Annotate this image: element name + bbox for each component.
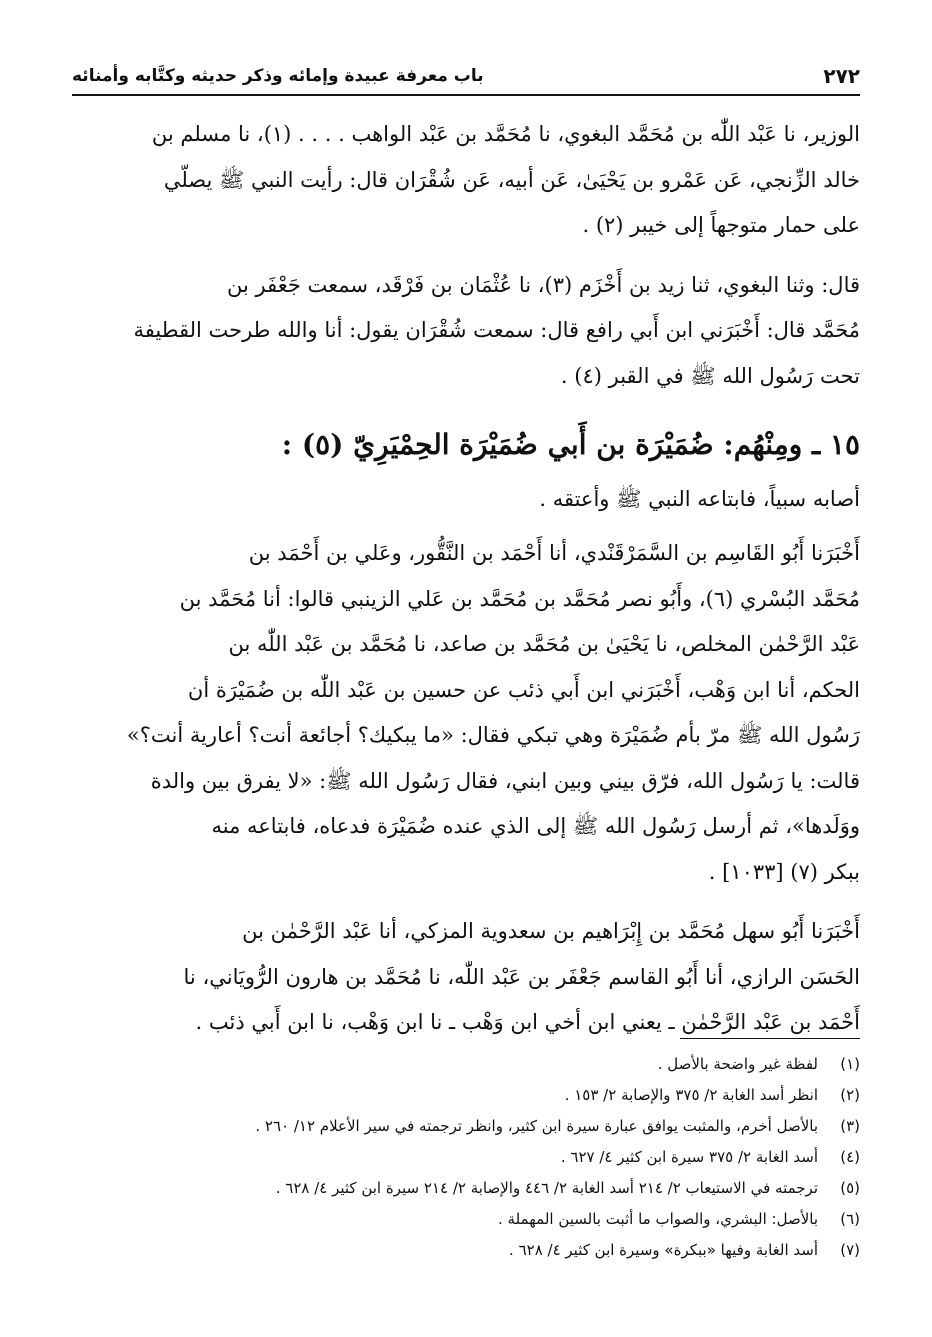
text-line: خالد الزِّنجي، عَن عَمْرو بن يَحْيَىٰ، عَن أبيه، عَن شُقْرَان قال: رأيت النبي ﷺ يصلّي [163, 167, 860, 192]
footnote-text: انظر أسد الغابة ٢/ ٣٧٥ والإصابة ٢/ ١٥٣ . [564, 1086, 818, 1104]
footnote [72, 1173, 860, 1204]
footnote-rule [680, 1038, 860, 1039]
paragraph-2 [72, 263, 860, 400]
footnote [72, 1235, 860, 1266]
section-heading: ١٥ ـ ومِنْهُم: ضُمَيْرَة بن أَبي ضُمَيْرَة الحِمْيَرِيّ (٥) : [281, 428, 860, 461]
footnote-number: (٦) [840, 1210, 860, 1228]
footnote-text: بالأصل أخرم، والمثبت يوافق عبارة سيرة ابن كثير، وانظر ترجمته في سير الأعلام ١٢/ ٢٦٠ . [255, 1117, 818, 1135]
text-line: أَخْبَرَنا أَبُو القَاسِم بن السَّمَرْقَنْدي، أنا أَحْمَد بن النَّقُّور، وعَلي بن أَحْمَد بن [248, 541, 860, 565]
footnote-text: بالأصل: البشري، والصواب ما أثبت بالسين المهملة . [498, 1210, 818, 1228]
footnote-text: أسد الغابة وفيها «ببكرة» وسيرة ابن كثير ٤/ ٦٢٨ . [509, 1241, 818, 1259]
page-header [72, 58, 860, 96]
text-line: الحكم، أنا ابن وَهْب، أَخْبَرَني ابن أَبي ذئب عن حسين بن عَبْد اللّٰه بن ضُمَيْرَة أن [187, 677, 860, 702]
text-line: الوزير، نا عَبْد اللّٰه بن مُحَمَّد البغوي، نا مُحَمَّد بن عَبْد الواهب . . . . (١)، نا مسلم بن [151, 122, 860, 146]
text-line: عَبْد الرَّحْمٰن المخلص، نا يَحْيَىٰ بن مُحَمَّد بن صاعد، نا مُحَمَّد بن عَبْد اللّٰه بن [228, 632, 860, 656]
paragraph-4 [72, 909, 860, 1046]
paragraph-1 [72, 112, 860, 249]
footnotes [72, 1038, 860, 1266]
text-line: تحت رَسُول الله ﷺ في القبر (٤) . [560, 363, 860, 388]
footnote-number: (٥) [840, 1179, 860, 1197]
section-note: أصابه سبياً، فابتاعه النبي ﷺ وأعتقه . [539, 487, 860, 511]
footnote-text: لفظة غير واضحة بالأصل . [657, 1055, 818, 1073]
text-line: مُحَمَّد قال: أَخْبَرَني ابن أَبي رافع قال: سمعت شُقْرَان يقول: أنا والله طرحت القطيفة [133, 318, 860, 342]
page-number: ٢٧٢ [823, 64, 860, 88]
text-line: قالت: يا رَسُول الله، فرّق بيني وبين ابني، فقال رَسُول الله ﷺ: «لا يفرق بين والدة [150, 768, 860, 793]
footnote [72, 1142, 860, 1173]
footnote [72, 1204, 860, 1235]
running-title: باب معرفة عبيدة وإمائه وذكر حديثه وكتَّابه وأمنائه [72, 66, 484, 86]
text-line: ببكر (٧) [١٠٣٣] . [708, 859, 860, 884]
text-line: على حمار متوجهاً إلى خيبر (٢) . [582, 213, 860, 237]
text-line: أَخْبَرَنا أَبُو سهل مُحَمَّد بن إِبْرَاهيم بن سعدوية المزكي، أنا عَبْد الرَّحْمٰن بن [242, 919, 860, 943]
footnote-number: (٧) [840, 1241, 860, 1259]
footnote-text: ترجمته في الاستيعاب ٢/ ٢١٤ أسد الغابة ٢/ ٤٤٦ والإصابة ٢/ ٢١٤ سيرة ابن كثير ٤/ ٦٢٨ . [275, 1179, 818, 1197]
footnote-number: (١) [840, 1055, 860, 1073]
main-text [72, 112, 860, 1060]
text-line: رَسُول الله ﷺ مرّ بأم ضُمَيْرَة وهي تبكي فقال: «ما يبكيك؟ أجائعة أنت؟ أعارية أنت؟» [126, 723, 860, 747]
footnote [72, 1111, 860, 1142]
text-line: أَحْمَد بن عَبْد الرَّحْمٰن ـ يعني ابن أخي ابن وَهْب ـ نا ابن وَهْب، نا ابن أَبي ذئب . [195, 1010, 860, 1034]
paragraph-3 [72, 531, 860, 895]
footnote-number: (٢) [840, 1086, 860, 1104]
footnote [72, 1049, 860, 1080]
text-line: مُحَمَّد البُسْري (٦)، وأَبُو نصر مُحَمَّد بن مُحَمَّد بن عَلي الزينبي قالوا: أنا مُحَمَّد بن [179, 586, 860, 611]
footnote [72, 1080, 860, 1111]
footnote-text: أسد الغابة ٢/ ٣٧٥ سيرة ابن كثير ٤/ ٦٢٧ . [560, 1148, 818, 1166]
footnote-number: (٤) [840, 1148, 860, 1166]
text-line: الحَسَن الرازي، أنا أَبُو القاسم جَعْفَر بن عَبْد اللّٰه، نا مُحَمَّد بن هارون الرُّويَاني، نا [183, 964, 860, 989]
footnote-number: (٣) [840, 1117, 860, 1135]
text-line: قال: وثنا البغوي، ثنا زيد بن أَخْزَم (٣)، نا عُثْمَان بن فَرْقَد، سمعت جَعْفَر بن [227, 272, 860, 297]
text-line: ووَلَدها»، ثم أرسل رَسُول الله ﷺ إلى الذي عنده ضُمَيْرَة فدعاه، فابتاعه منه [211, 814, 860, 838]
